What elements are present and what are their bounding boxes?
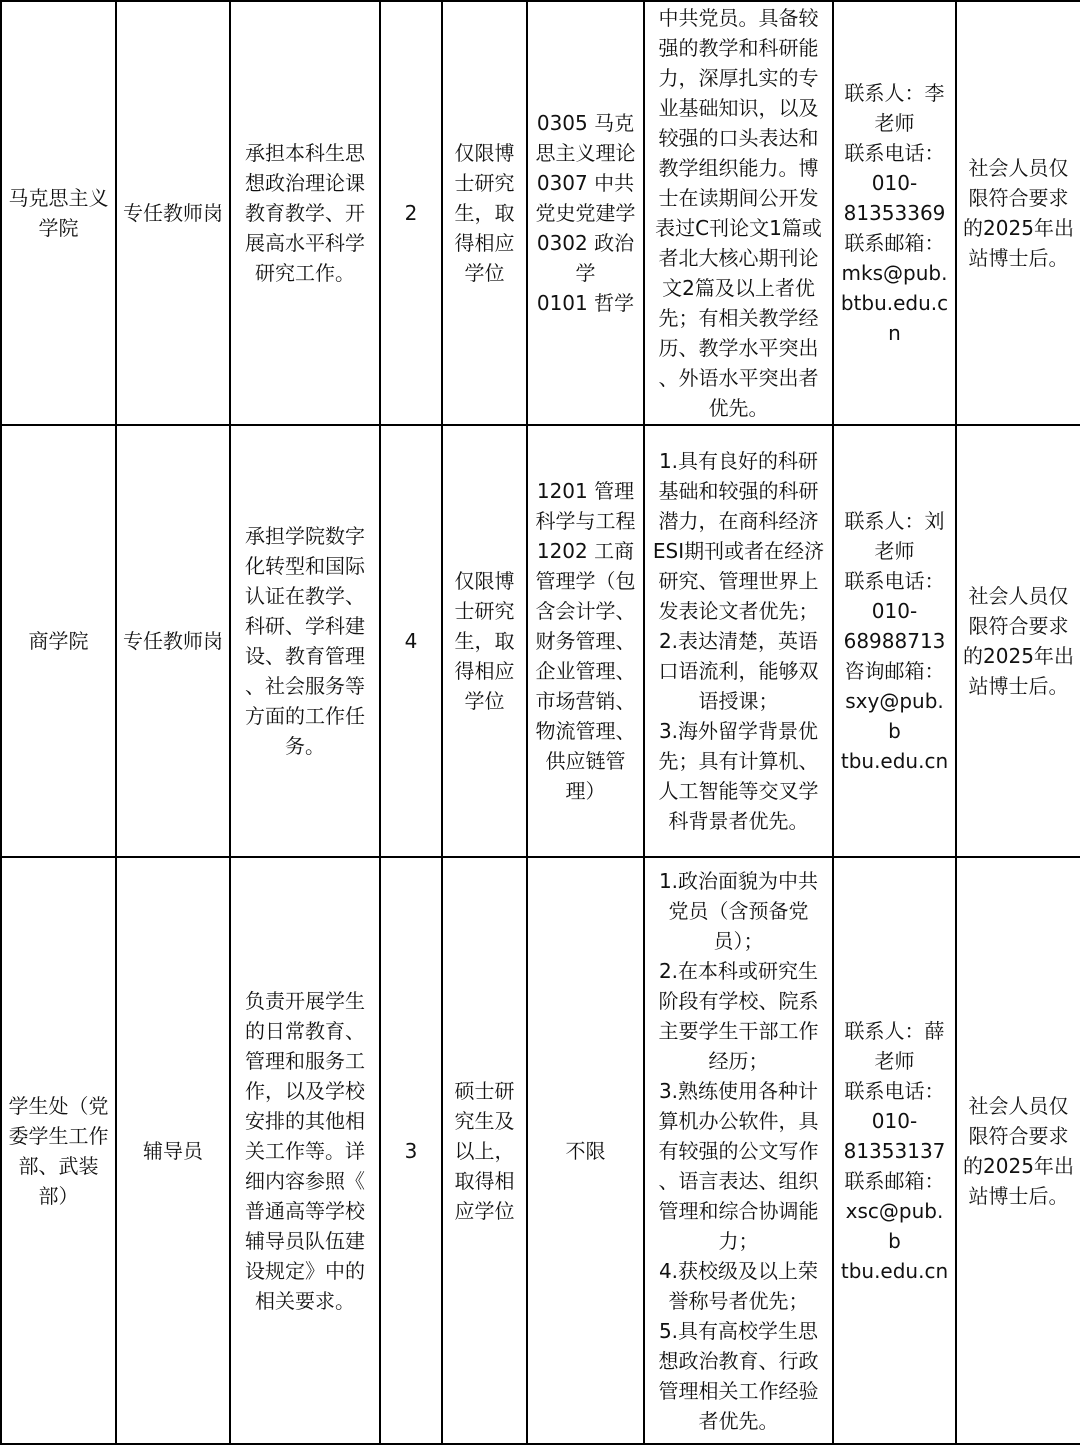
cell-line: 含会计学、 bbox=[535, 599, 636, 623]
duties-cell bbox=[230, 425, 380, 857]
cell-line: 2.在本科或研究生 bbox=[658, 958, 819, 983]
department-cell bbox=[1, 857, 116, 1444]
cell-line: 010- bbox=[871, 599, 918, 623]
cell-line: 联系邮箱： bbox=[844, 231, 945, 255]
cell-line: 限符合要求 bbox=[968, 186, 1069, 210]
cell-line: 联系电话： bbox=[844, 141, 945, 165]
cell-line: 细内容参照《 bbox=[245, 1168, 365, 1193]
cell-line: 老师 bbox=[874, 539, 915, 563]
cell-line: 市场营销、 bbox=[535, 689, 636, 713]
contact-cell bbox=[833, 1, 956, 425]
contact-cell bbox=[833, 857, 956, 1444]
cell-line: 经历； bbox=[708, 1048, 769, 1073]
cell-line: 站博士后。 bbox=[968, 674, 1069, 698]
cell-line: 0307 中共 bbox=[536, 171, 635, 195]
cell-line: tbu.edu.cn bbox=[840, 749, 949, 773]
cell-line: 力； bbox=[718, 1228, 759, 1253]
cell-line: 先；具有计算机、 bbox=[658, 749, 819, 773]
cell-line: 辅导员队伍建 bbox=[245, 1228, 365, 1253]
cell-line: 管理和综合协调能 bbox=[658, 1198, 819, 1223]
cell-line: 生，取 bbox=[454, 201, 515, 225]
cell-line: mks@pub. bbox=[841, 261, 948, 285]
cell-line: 、外语水平突出者 bbox=[658, 366, 819, 390]
cell-line: 研究、管理世界上 bbox=[658, 569, 819, 593]
cell-line: 3.海外留学背景优 bbox=[658, 719, 819, 743]
cell-line: 仅限博 bbox=[454, 141, 515, 165]
cell-line: 老师 bbox=[874, 1048, 915, 1073]
cell-line: 教学组织能力。博 bbox=[658, 156, 819, 180]
requirements-cell bbox=[644, 425, 833, 857]
major-cell bbox=[527, 1, 644, 425]
cell-line: 设、教育管理 bbox=[245, 644, 365, 668]
cell-line: 潜力，在商科经济 bbox=[658, 509, 819, 533]
cell-line: 历、教学水平突出 bbox=[658, 336, 819, 360]
cell-line: 部） bbox=[38, 1183, 79, 1208]
cell-line: 以上， bbox=[454, 1138, 515, 1163]
count-cell: 3 bbox=[380, 857, 442, 1444]
cell-line: 5.具有高校学生思 bbox=[658, 1318, 819, 1343]
cell-line: 限符合要求 bbox=[968, 614, 1069, 638]
cell-line: 咨询邮箱： bbox=[844, 659, 945, 683]
cell-line: sxy@pub.b bbox=[845, 689, 944, 743]
cell-line: tbu.edu.cn bbox=[840, 1258, 949, 1283]
cell-line: 企业管理、 bbox=[535, 659, 636, 683]
education-cell bbox=[442, 857, 527, 1444]
cell-line: 员）； bbox=[713, 928, 764, 953]
cell-line: 生，取 bbox=[454, 629, 515, 653]
table-row bbox=[1, 425, 1080, 857]
cell-line: 学院 bbox=[38, 216, 79, 240]
cell-line: 发表论文者优先； bbox=[658, 599, 819, 623]
cell-line: 得相应 bbox=[454, 659, 515, 683]
cell-line: 1201 管理 bbox=[536, 479, 635, 503]
cell-line: 联系邮箱： bbox=[844, 1168, 945, 1193]
cell-line: 负责开展学生 bbox=[245, 988, 365, 1013]
cell-line: 限符合要求 bbox=[968, 1123, 1069, 1148]
cell-line: 部、武装 bbox=[18, 1153, 99, 1178]
cell-line: ESI期刊或者在经济 bbox=[652, 539, 825, 563]
cell-line: 联系人：刘 bbox=[844, 509, 945, 533]
duties-cell bbox=[230, 1, 380, 425]
position-cell: 专任教师岗 bbox=[116, 425, 230, 857]
cell-line: 有较强的公文写作 bbox=[658, 1138, 819, 1163]
cell-line: 士研究 bbox=[454, 599, 515, 623]
cell-line: xsc@pub.b bbox=[845, 1198, 944, 1253]
cell-line: 社会人员仅 bbox=[968, 1093, 1069, 1118]
contact-cell bbox=[833, 425, 956, 857]
cell-line: 基础和较强的科研 bbox=[658, 479, 819, 503]
cell-line: 3.熟练使用各种计 bbox=[658, 1078, 819, 1103]
cell-line: 务。 bbox=[285, 734, 325, 758]
cell-line: 优先。 bbox=[708, 396, 769, 420]
major-cell bbox=[527, 857, 644, 1444]
cell-line: 科学与工程 bbox=[535, 509, 636, 533]
cell-line: 0305 马克 bbox=[536, 111, 635, 135]
position-cell: 专任教师岗 bbox=[116, 1, 230, 425]
cell-line: 1.政治面貌为中共 bbox=[658, 868, 819, 893]
cell-line: 物流管理、 bbox=[535, 719, 636, 743]
cell-line: 力，深厚扎实的专 bbox=[658, 66, 819, 90]
cell-line: 社会人员仅 bbox=[968, 156, 1069, 180]
cell-line: 党史党建学 bbox=[535, 201, 636, 225]
cell-line: 学位 bbox=[464, 261, 505, 285]
cell-line: 口语流利，能够双 bbox=[658, 659, 819, 683]
cell-line: 81353369 bbox=[843, 201, 946, 225]
cell-line: 认证在教学、 bbox=[245, 584, 365, 608]
cell-line: 关工作等。详 bbox=[245, 1138, 365, 1163]
requirements-cell bbox=[644, 857, 833, 1444]
cell-line: 供应链管 bbox=[545, 749, 626, 773]
table-row bbox=[1, 857, 1080, 1444]
note-cell bbox=[956, 425, 1080, 857]
cell-line: 010- bbox=[871, 171, 918, 195]
cell-line: 誉称号者优先； bbox=[668, 1288, 809, 1313]
cell-line: 硕士研 bbox=[454, 1078, 515, 1103]
cell-line: 人工智能等交叉学 bbox=[658, 779, 819, 803]
cell-line: 党员（含预备党 bbox=[668, 898, 809, 923]
cell-line: 应学位 bbox=[454, 1198, 515, 1223]
cell-line: 1202 工商 bbox=[536, 539, 635, 563]
cell-line: 联系人：李 bbox=[844, 81, 945, 105]
cell-line: 士在读期间公开发 bbox=[658, 186, 819, 210]
position-cell: 辅导员 bbox=[116, 857, 230, 1444]
cell-line: 商学院 bbox=[28, 629, 89, 653]
department-cell bbox=[1, 425, 116, 857]
cell-line: 68988713 bbox=[843, 629, 946, 653]
cell-line: 2.表达清楚，英语 bbox=[658, 629, 819, 653]
cell-line: 、社会服务等 bbox=[245, 674, 365, 698]
cell-line: 站博士后。 bbox=[968, 1183, 1069, 1208]
cell-line: 010- bbox=[871, 1108, 918, 1133]
cell-line: 教育教学、开 bbox=[245, 201, 365, 225]
cell-line: 主要学生干部工作 bbox=[658, 1018, 819, 1043]
cell-line: 的2025年出 bbox=[963, 644, 1074, 668]
cell-line: 承担学院数字 bbox=[245, 524, 365, 548]
cell-line: 强的教学和科研能 bbox=[658, 36, 819, 60]
cell-line: 语授课； bbox=[698, 689, 779, 713]
table-row bbox=[1, 1, 1080, 425]
cell-line: 安排的其他相 bbox=[245, 1108, 365, 1133]
cell-line: 委学生工作 bbox=[8, 1123, 109, 1148]
cell-line: 相关要求。 bbox=[255, 1288, 355, 1313]
cell-line: 较强的口头表达和 bbox=[658, 126, 819, 150]
cell-line: 得相应 bbox=[454, 231, 515, 255]
cell-line: 设规定》中的 bbox=[245, 1258, 365, 1283]
cell-line: 思主义理论 bbox=[535, 141, 636, 165]
cell-line: 、语言表达、组织 bbox=[658, 1168, 819, 1193]
cell-line: 的2025年出 bbox=[963, 216, 1074, 240]
cell-line: 文2篇及以上者优 bbox=[662, 276, 815, 300]
cell-line: 管理学（包 bbox=[535, 569, 636, 593]
cell-line: 阶段有学校、院系 bbox=[658, 988, 819, 1013]
note-cell bbox=[956, 1, 1080, 425]
cell-line: 展高水平科学 bbox=[245, 231, 365, 255]
cell-line: 财务管理、 bbox=[535, 629, 636, 653]
cell-line: 81353137 bbox=[843, 1138, 946, 1163]
duties-cell bbox=[230, 857, 380, 1444]
cell-line: n bbox=[888, 321, 901, 345]
cell-line: 联系人：薛 bbox=[844, 1018, 945, 1043]
cell-line: 业基础知识，以及 bbox=[658, 96, 819, 120]
cell-line: 的2025年出 bbox=[963, 1153, 1074, 1178]
cell-line: 算机办公软件，具 bbox=[658, 1108, 819, 1133]
table-body bbox=[1, 1, 1080, 1444]
cell-line: 者北大核心期刊论 bbox=[658, 246, 819, 270]
note-cell bbox=[956, 857, 1080, 1444]
cell-line: 化转型和国际 bbox=[245, 554, 365, 578]
cell-line: 1.具有良好的科研 bbox=[658, 449, 819, 473]
cell-line: 社会人员仅 bbox=[968, 584, 1069, 608]
department-cell bbox=[1, 1, 116, 425]
cell-line: 0302 政治 bbox=[536, 231, 635, 255]
major-cell bbox=[527, 425, 644, 857]
cell-line: 方面的工作任 bbox=[245, 704, 365, 728]
cell-line: 科研、学科建 bbox=[245, 614, 365, 638]
cell-line: 研究工作。 bbox=[255, 261, 355, 285]
cell-line: 承担本科生思 bbox=[245, 141, 365, 165]
education-cell bbox=[442, 425, 527, 857]
cell-line: 取得相 bbox=[454, 1168, 515, 1193]
cell-line: 学位 bbox=[464, 689, 505, 713]
cell-line: 表过C刊论文1篇或 bbox=[655, 216, 822, 240]
cell-line: 士研究 bbox=[454, 171, 515, 195]
cell-line: 想政治教育、行政 bbox=[658, 1348, 819, 1373]
cell-line: 学 bbox=[575, 261, 596, 285]
cell-line: 马克思主义 bbox=[8, 186, 109, 210]
cell-line: 想政治理论课 bbox=[245, 171, 365, 195]
cell-line: 0101 哲学 bbox=[536, 291, 635, 315]
cell-line: 站博士后。 bbox=[968, 246, 1069, 270]
cell-line: 不限 bbox=[565, 1138, 606, 1163]
cell-line: 4.获校级及以上荣 bbox=[658, 1258, 819, 1283]
cell-line: 学生处（党 bbox=[8, 1093, 109, 1118]
requirements-cell bbox=[644, 1, 833, 425]
cell-line: 先；有相关教学经 bbox=[658, 306, 819, 330]
cell-line: btbu.edu.c bbox=[840, 291, 949, 315]
count-cell: 2 bbox=[380, 1, 442, 425]
cell-line: 普通高等学校 bbox=[245, 1198, 365, 1223]
cell-line: 者优先。 bbox=[698, 1408, 779, 1433]
cell-line: 的日常教育、 bbox=[245, 1018, 365, 1043]
education-cell bbox=[442, 1, 527, 425]
cell-line: 中共党员。具备较 bbox=[658, 6, 819, 30]
cell-line: 联系电话： bbox=[844, 1078, 945, 1103]
cell-line: 老师 bbox=[874, 111, 915, 135]
cell-line: 管理和服务工 bbox=[245, 1048, 365, 1073]
count-cell: 4 bbox=[380, 425, 442, 857]
cell-line: 究生及 bbox=[454, 1108, 515, 1133]
cell-line: 管理相关工作经验 bbox=[658, 1378, 819, 1403]
cell-line: 联系电话： bbox=[844, 569, 945, 593]
cell-line: 科背景者优先。 bbox=[668, 809, 809, 833]
cell-line: 理） bbox=[565, 779, 606, 803]
cell-line: 作，以及学校 bbox=[245, 1078, 365, 1103]
cell-line: 仅限博 bbox=[454, 569, 515, 593]
